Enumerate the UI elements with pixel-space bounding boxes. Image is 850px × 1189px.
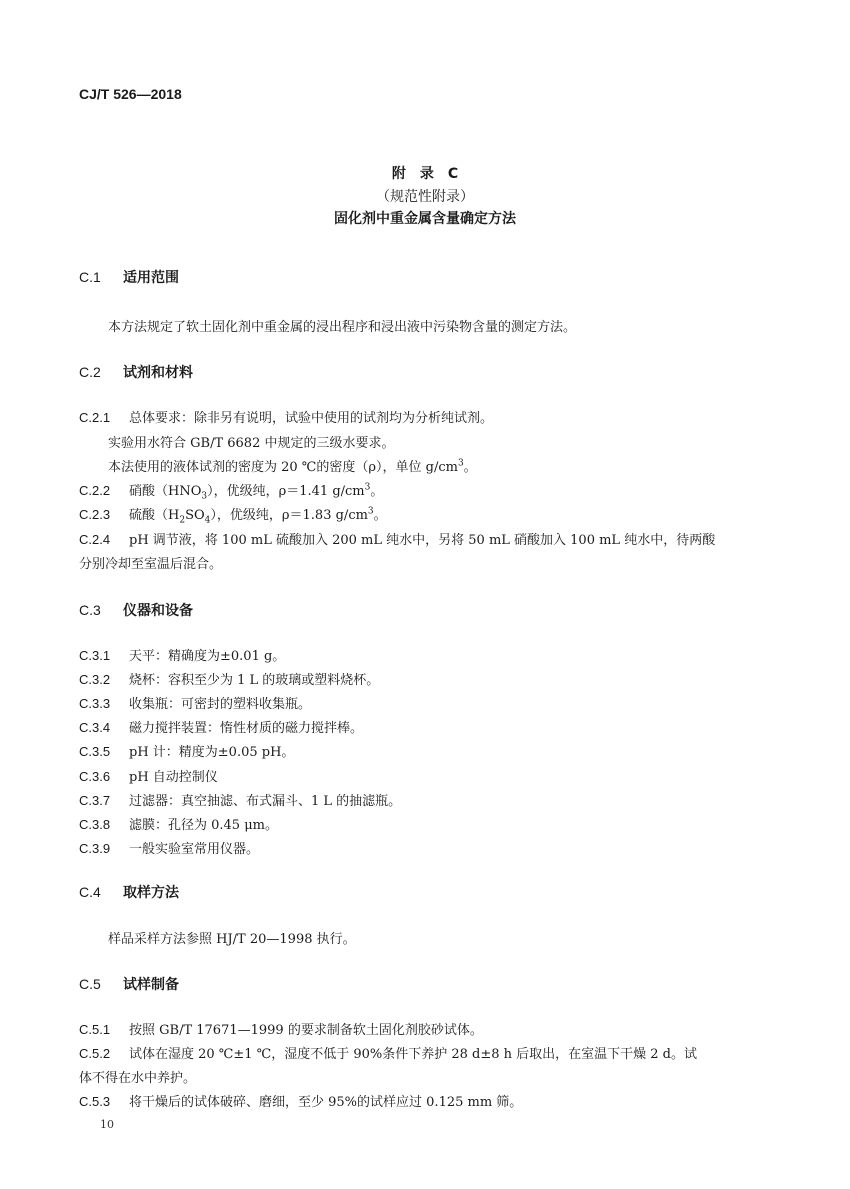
clause-text: 总体要求：除非另有说明，试验中使用的试剂均为分析纯试剂。 <box>129 411 494 426</box>
clause-number: C.2.3 <box>79 507 111 522</box>
clause-text: pH 自动控制仪 <box>129 770 218 785</box>
clause-number: C.3.1 <box>79 648 111 663</box>
clause-text: 天平：精确度为±0.01 g。 <box>129 649 286 664</box>
clause-number: C.5.1 <box>79 1022 111 1037</box>
clause-text: pH 计：精度为±0.05 pH。 <box>129 745 295 760</box>
section-number: C.4 <box>79 884 101 900</box>
appendix-title: 固化剂中重金属含量确定方法 <box>334 211 516 227</box>
clause-number: C.2.2 <box>79 483 111 498</box>
c21-line2: 实验用水符合 GB/T 6682 中规定的三级水要求。 <box>108 436 395 451</box>
c24-line2: 分别冷却至室温后混合。 <box>79 557 223 572</box>
c52-line2: 体不得在水中养护。 <box>79 1071 197 1086</box>
section-number: C.2 <box>79 364 101 380</box>
clause-c32 <box>79 669 379 688</box>
clause-c53 <box>79 1091 522 1110</box>
clause-text: 一般实验室常用仪器。 <box>129 842 260 857</box>
clause-text: 烧杯：容积至少为 1 L 的玻璃或塑料烧杯。 <box>129 673 380 688</box>
c4-paragraph: 样品采样方法参照 HJ/T 20—1998 执行。 <box>108 932 356 947</box>
superscript: 3 <box>367 506 374 517</box>
text: 。 <box>373 508 387 523</box>
clause-number: C.3.3 <box>79 696 111 711</box>
c21-line3 <box>108 456 477 475</box>
clause-c37 <box>79 790 401 809</box>
section-title: 试样制备 <box>123 977 179 993</box>
text: 硝酸（HNO <box>129 484 202 499</box>
clause-text: 将干燥后的试体破碎、磨细，至少 95%的试样应过 0.125 mm 筛。 <box>129 1095 523 1110</box>
clause-number: C.3.8 <box>79 817 111 832</box>
subscript: 4 <box>204 515 211 526</box>
clause-number: C.3.7 <box>79 793 111 808</box>
section-c4-heading <box>79 882 179 902</box>
superscript: 3 <box>364 482 371 493</box>
clause-c33 <box>79 693 311 712</box>
clause-text: 按照 GB/T 17671—1999 的要求制备软土固化剂胶砂试体。 <box>129 1023 483 1038</box>
superscript: 3 <box>457 458 464 469</box>
clause-c31 <box>79 645 285 664</box>
clause-c51 <box>79 1019 483 1038</box>
clause-text: 过滤器：真空抽滤、布式漏斗、1 L 的抽滤瓶。 <box>129 794 402 809</box>
clause-text: 试体在湿度 20 ℃±1 ℃，湿度不低于 90%条件下养护 28 d±8 h 后取出，在室温下干燥 2 d。试 <box>129 1047 698 1062</box>
clause-c38 <box>79 814 278 833</box>
clause-text: 滤膜：孔径为 0.45 μm。 <box>129 818 278 833</box>
clause-c39 <box>79 838 259 857</box>
text: 。 <box>370 484 384 499</box>
c1-paragraph: 本方法规定了软土固化剂中重金属的浸出程序和浸出液中污染物含量的测定方法。 <box>108 320 577 335</box>
clause-c36 <box>79 766 218 785</box>
section-c5-heading <box>79 974 179 994</box>
clause-c21 <box>79 407 493 426</box>
clause-number: C.5.3 <box>79 1094 111 1109</box>
page-number: 10 <box>100 1118 114 1131</box>
appendix-label: 附 录 C <box>391 166 459 182</box>
clause-number: C.2.4 <box>79 532 111 547</box>
clause-text: 收集瓶：可密封的塑料收集瓶。 <box>129 697 312 712</box>
section-title: 试剂和材料 <box>123 365 193 381</box>
text: 。 <box>463 460 477 475</box>
section-c3-heading <box>79 600 193 620</box>
clause-number: C.3.4 <box>79 720 111 735</box>
clause-c22 <box>79 480 383 502</box>
clause-number: C.2.1 <box>79 410 111 425</box>
section-c2-heading <box>79 362 193 382</box>
clause-c52 <box>79 1043 697 1062</box>
clause-number: C.5.2 <box>79 1046 111 1061</box>
section-number: C.1 <box>79 269 101 285</box>
clause-number: C.3.2 <box>79 672 111 687</box>
clause-text: 磁力搅拌装置：惰性材质的磁力搅拌棒。 <box>129 721 364 736</box>
text: ），优级纯，ρ＝1.41 g/cm <box>207 484 365 499</box>
clause-number: C.3.6 <box>79 769 111 784</box>
section-number: C.5 <box>79 976 101 992</box>
subscript: 3 <box>201 491 208 502</box>
clause-number: C.3.5 <box>79 744 111 759</box>
text: 本法使用的液体试剂的密度为 20 ℃的密度（ρ），单位 g/cm <box>108 460 458 475</box>
subscript: 2 <box>179 515 186 526</box>
clause-c34 <box>79 717 363 736</box>
text: 硫酸（H <box>129 508 180 523</box>
section-title: 取样方法 <box>123 885 179 901</box>
section-title: 适用范围 <box>123 270 179 286</box>
section-title: 仪器和设备 <box>123 603 193 619</box>
appendix-type: （规范性附录） <box>376 189 474 205</box>
standard-code: CJ/T 526—2018 <box>79 86 182 102</box>
clause-c23 <box>79 504 387 526</box>
text: ），优级纯，ρ＝1.83 g/cm <box>210 508 368 523</box>
section-number: C.3 <box>79 602 101 618</box>
clause-c24 <box>79 529 715 548</box>
clause-c35 <box>79 741 294 760</box>
section-c1-heading <box>79 267 179 287</box>
clause-text: pH 调节液，将 100 mL 硫酸加入 200 mL 纯水中，另将 50 mL 硝酸加入 100 mL 纯水中，待两酸 <box>129 533 716 548</box>
text: SO <box>185 508 205 523</box>
clause-number: C.3.9 <box>79 841 111 856</box>
